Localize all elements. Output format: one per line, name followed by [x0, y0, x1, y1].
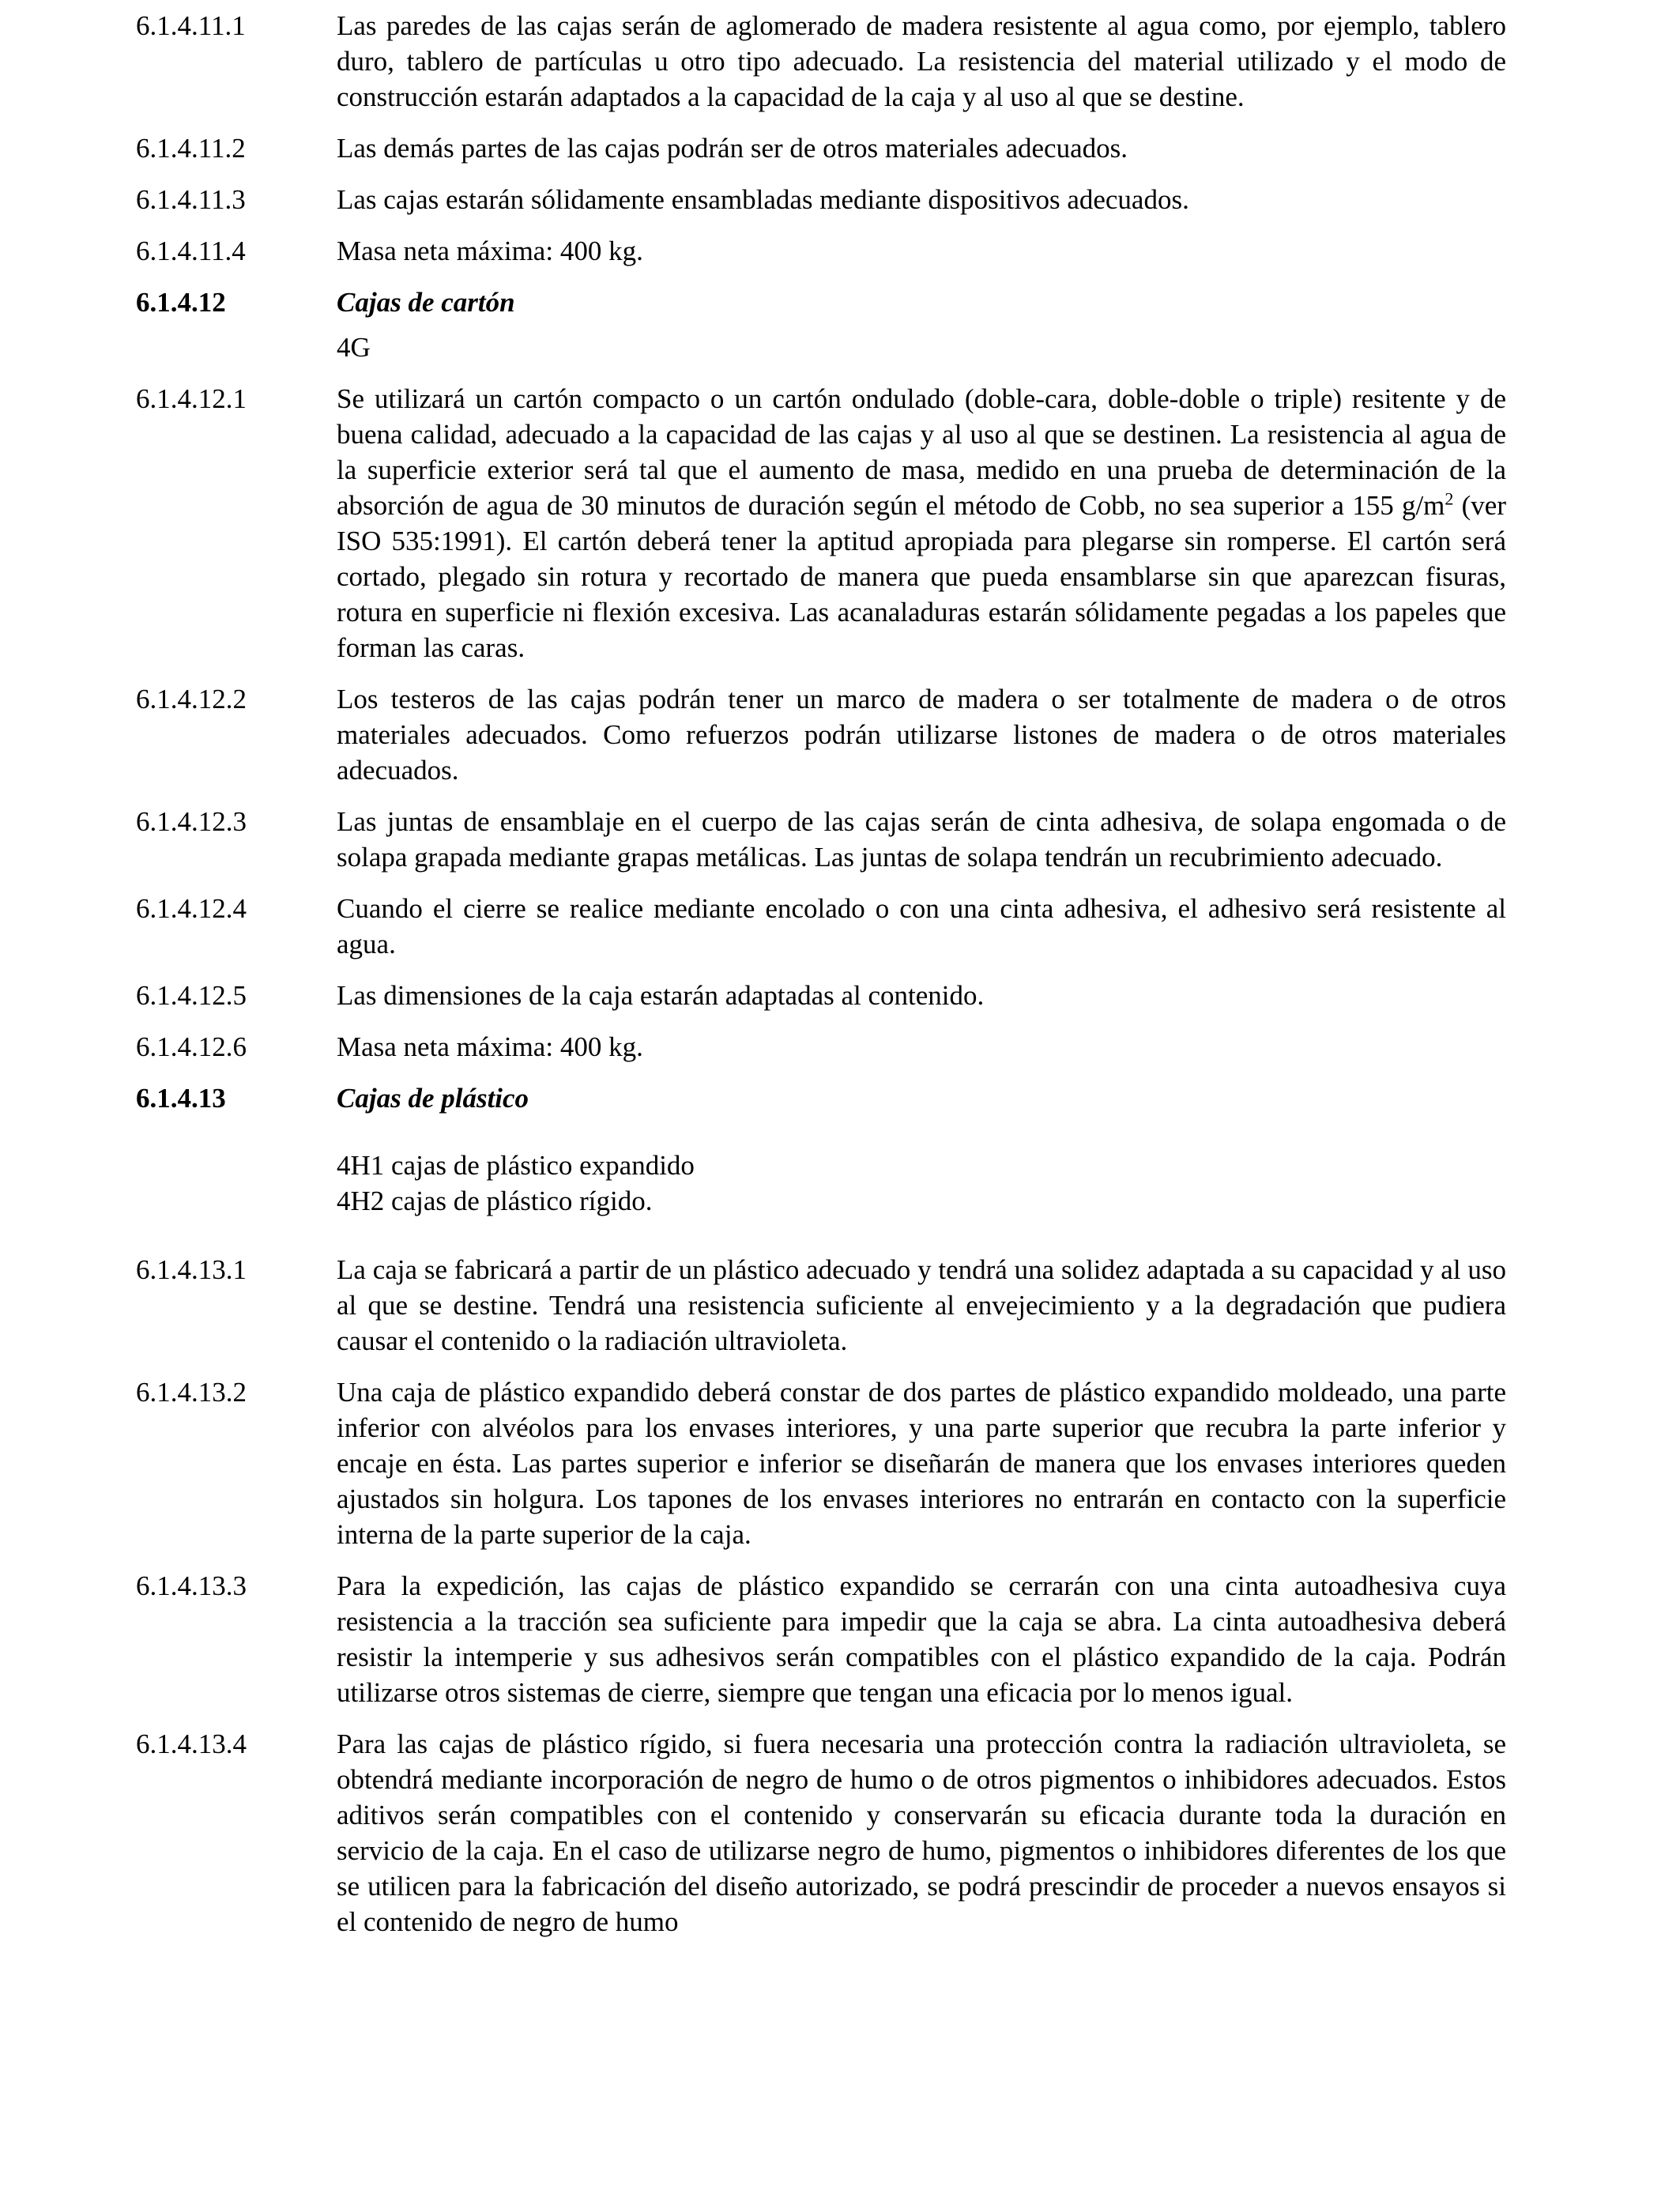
paragraph — [136, 978, 1506, 1013]
type-code-row — [136, 1183, 1506, 1219]
paragraph-text: Cuando el cierre se realice mediante encolado o con una cinta adhesiva, el adhesivo será resistente al agua. — [337, 893, 1506, 959]
paragraph — [136, 891, 1506, 962]
section-heading — [136, 285, 1506, 320]
paragraph-number: 6.1.4.13.2 — [136, 1377, 247, 1408]
paragraph-number: 6.1.4.12.5 — [136, 980, 247, 1011]
paragraph — [136, 804, 1506, 875]
paragraph — [136, 381, 1506, 665]
paragraph-text-part: Se utilizará un cartón compacto o un cartón ondulado (doble-cara, doble-doble o triple) resitente y de buena calidad, adecuado a la capacidad de las cajas y al uso al que se destinen. La resistencia al agua de la superficie exterior será tal que el aumento de masa, medido en una prueba de determinación de la absorción de agua de 30 minutos de duración según el método de Cobb, no sea superior a 155 g/m — [337, 383, 1506, 521]
paragraph-number: 6.1.4.12.4 — [136, 893, 247, 924]
paragraph-text: Los testeros de las cajas podrán tener un marco de madera o ser totalmente de madera o de otros materiales adecuados. Como refuerzos podrán utilizarse listones de madera o de otros materiales adecuados. — [337, 684, 1506, 786]
type-code: 4H1 cajas de plástico expandido — [337, 1150, 695, 1181]
paragraph-number: 6.1.4.12.1 — [136, 383, 247, 414]
paragraph-text: Las juntas de ensamblaje en el cuerpo de las cajas serán de cinta adhesiva, de solapa engomada o de solapa grapada mediante grapas metálicas. Las juntas de solapa tendrán un recubrimiento adecuado. — [337, 806, 1506, 873]
paragraph — [136, 182, 1506, 217]
section-heading — [136, 1080, 1506, 1116]
section-title: Cajas de plástico — [337, 1083, 529, 1114]
paragraph-number: 6.1.4.13.4 — [136, 1728, 247, 1759]
paragraph — [136, 1374, 1506, 1552]
paragraph-text — [337, 381, 1506, 665]
paragraph-number: 6.1.4.12.6 — [136, 1031, 247, 1062]
paragraph-number: 6.1.4.11.3 — [136, 184, 246, 215]
paragraph — [136, 8, 1506, 115]
section-number: 6.1.4.13 — [136, 1083, 226, 1114]
paragraph-text: Las paredes de las cajas serán de aglomerado de madera resistente al agua como, por ejemplo, tablero duro, tablero de partículas u otro tipo adecuado. La resistencia del material utilizado y el modo de construcción estarán adaptados a la capacidad de la caja y al uso al que se destine. — [337, 10, 1506, 112]
type-code: 4G — [337, 332, 371, 363]
paragraph-number: 6.1.4.13.3 — [136, 1570, 247, 1601]
document-body — [136, 8, 1506, 1955]
paragraph-text-part: (ver ISO 535:1991). El cartón deberá tener la aptitud apropiada para plegarse sin romperse. El cartón será cortado, plegado sin rotura y recortado de manera que pueda ensamblarse sin que aparezcan fisuras, rotura en superficie ni flexión excesiva. Las acanaladuras estarán sólidamente pegadas a los papeles que forman las caras. — [337, 490, 1506, 663]
paragraph-text: Una caja de plástico expandido deberá constar de dos partes de plástico expandido moldeado, una parte inferior con alvéolos para los envases interiores, y una parte superior que recubra la parte inferior y encaje en ésta. Las partes superior e inferior se diseñarán de manera que los envases interiores queden ajustados sin holgura. Los tapones de los envases interiores no entrarán en contacto con la superficie interna de la parte superior de la caja. — [337, 1377, 1506, 1550]
paragraph — [136, 1252, 1506, 1359]
paragraph-text: Para las cajas de plástico rígido, si fuera necesaria una protección contra la radiación ultravioleta, se obtendrá mediante incorporación de negro de humo o de otros pigmentos o inhibidores adecuados. Estos aditivos serán compatibles con el contenido y conservarán su eficacia durante toda la duración en servicio de la caja. En el caso de utilizarse negro de humo, pigmentos o inhibidores diferentes de los que se utilicen para la fabricación del diseño autorizado, se podrá prescindir de proceder a nuevos ensayos si el contenido de negro de humo — [337, 1728, 1506, 1937]
paragraph-number: 6.1.4.11.2 — [136, 133, 246, 164]
paragraph — [136, 681, 1506, 788]
type-code-row — [136, 1148, 1506, 1183]
type-code-row — [136, 330, 1506, 365]
paragraph-text: Las demás partes de las cajas podrán ser de otros materiales adecuados. — [337, 133, 1128, 164]
paragraph — [136, 1726, 1506, 1940]
paragraph-text: Las dimensiones de la caja estarán adaptadas al contenido. — [337, 980, 985, 1011]
paragraph-text: Las cajas estarán sólidamente ensambladas mediante dispositivos adecuados. — [337, 184, 1189, 215]
section-title: Cajas de cartón — [337, 287, 515, 318]
paragraph — [136, 130, 1506, 166]
paragraph-text: Para la expedición, las cajas de plástico expandido se cerrarán con una cinta autoadhesiva cuya resistencia a la tracción sea suficiente para impedir que la caja se abra. La cinta autoadhesiva deberá resistir la intemperie y sus adhesivos serán compatibles con el plástico expandido de la caja. Podrán utilizarse otros sistemas de cierre, siempre que tengan una eficacia por lo menos igual. — [337, 1570, 1506, 1708]
paragraph-text: Masa neta máxima: 400 kg. — [337, 236, 643, 266]
paragraph-text: La caja se fabricará a partir de un plástico adecuado y tendrá una solidez adaptada a su capacidad y al uso al que se destine. Tendrá una resistencia suficiente al envejecimiento y a la degradación que pudiera causar el contenido o la radiación ultravioleta. — [337, 1254, 1506, 1356]
paragraph-number: 6.1.4.11.4 — [136, 236, 246, 266]
paragraph-number: 6.1.4.11.1 — [136, 10, 246, 41]
paragraph-number: 6.1.4.12.2 — [136, 684, 247, 714]
paragraph-text: Masa neta máxima: 400 kg. — [337, 1031, 643, 1062]
paragraph-number: 6.1.4.13.1 — [136, 1254, 247, 1285]
paragraph — [136, 1029, 1506, 1065]
paragraph — [136, 1568, 1506, 1710]
superscript: 2 — [1445, 488, 1454, 509]
type-code: 4H2 cajas de plástico rígido. — [337, 1186, 653, 1216]
paragraph — [136, 233, 1506, 269]
section-number: 6.1.4.12 — [136, 287, 226, 318]
paragraph-number: 6.1.4.12.3 — [136, 806, 247, 837]
